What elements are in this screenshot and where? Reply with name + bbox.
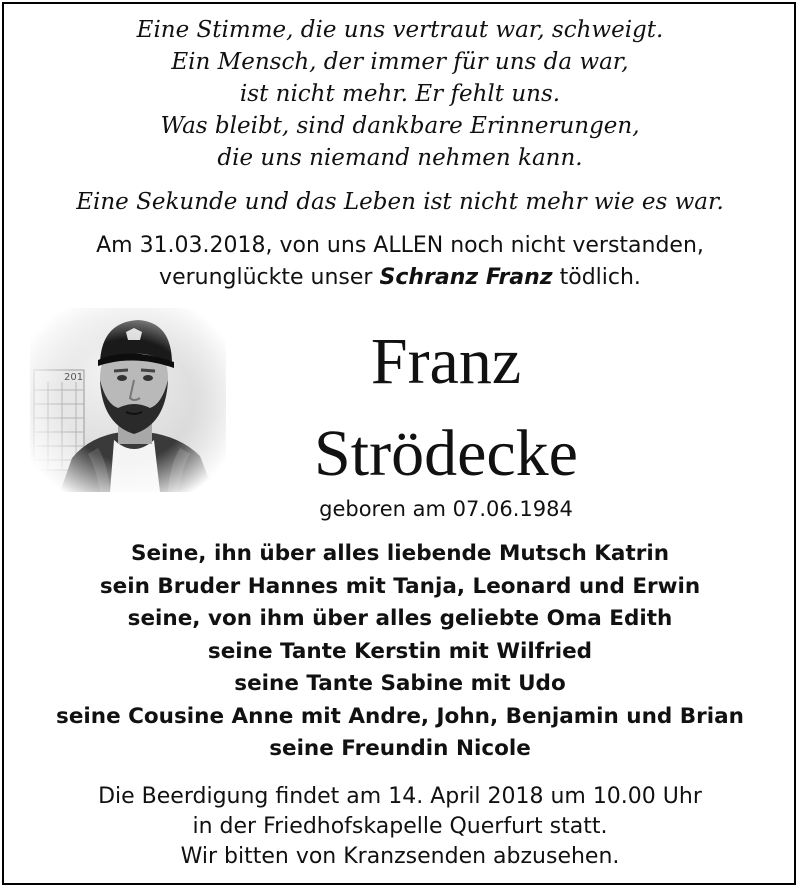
poem-line: Ein Mensch, der immer für uns da war, xyxy=(171,49,629,75)
announcement-text-after: tödlich. xyxy=(552,265,641,290)
mourners-list xyxy=(0,538,800,766)
announcement-line-2 xyxy=(0,262,800,294)
funeral-line: Wir bitten von Kranzsenden abzusehen. xyxy=(180,844,620,869)
announcement-text-before: verunglückte unser xyxy=(159,265,380,290)
deceased-first-name: Franz xyxy=(370,325,522,398)
portrait-photo xyxy=(30,308,226,492)
deceased-last-name: Strödecke xyxy=(314,417,578,490)
memorial-poem xyxy=(0,14,800,174)
mourner-line: seine, von ihm über alles geliebte Oma Edith xyxy=(127,606,673,631)
mourner-line: Seine, ihn über alles liebende Mutsch Katrin xyxy=(130,541,669,566)
announcement-line-1: Am 31.03.2018, von uns ALLEN noch nicht verstanden, xyxy=(96,233,704,258)
poem-line: die uns niemand nehmen kann. xyxy=(217,145,583,171)
poem-line: Was bleibt, sind dankbare Erinnerungen, xyxy=(160,113,640,139)
announcement xyxy=(0,230,800,294)
mourner-line: seine Tante Sabine mit Udo xyxy=(234,671,566,696)
mourner-line: seine Tante Kerstin mit Wilfried xyxy=(207,638,593,664)
poem-line: Eine Stimme, die uns vertraut war, schweigt. xyxy=(136,17,664,43)
funeral-info xyxy=(0,782,800,872)
mourner-line: seine Freundin Nicole xyxy=(269,736,531,761)
poem-line: ist nicht mehr. Er fehlt uns. xyxy=(239,81,561,107)
funeral-line: Die Beerdigung findet am 14. April 2018 um 10.00 Uhr xyxy=(98,784,702,809)
mourner-line: sein Bruder Hannes mit Tanja, Leonard und Erwin xyxy=(99,573,701,599)
mourner-line: seine Cousine Anne mit Andre, John, Benjamin und Brian xyxy=(56,703,744,729)
second-quote: Eine Sekunde und das Leben ist nicht mehr wie es war. xyxy=(76,189,724,215)
funeral-line: in der Friedhofskapelle Querfurt statt. xyxy=(192,814,608,839)
birth-date: geboren am 07.06.1984 xyxy=(319,497,573,521)
nickname: Schranz Franz xyxy=(379,265,553,290)
